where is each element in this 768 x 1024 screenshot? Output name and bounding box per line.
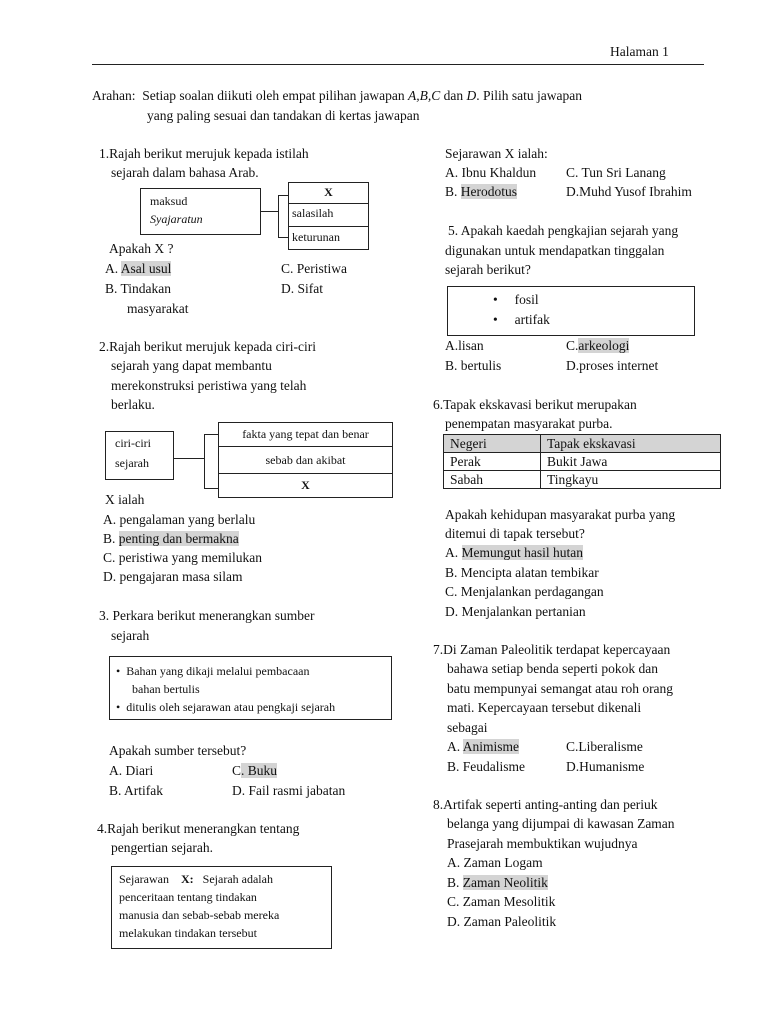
q2-option-a[interactable]: A. pengalaman yang berlalu	[103, 512, 256, 527]
q6-table-header	[444, 435, 721, 453]
q2-line-1: 2.Rajah berikut merujuk kepada ciri-ciri	[99, 339, 317, 354]
q7-line-2: bahawa setiap benda seperti pokok dan	[447, 661, 659, 676]
q5-option-d[interactable]: D.proses internet	[566, 358, 659, 373]
q5-option-b[interactable]: B. bertulis	[445, 358, 502, 373]
instruction-dan: dan	[440, 88, 467, 103]
q1-divider-2	[288, 226, 369, 227]
q7-line-5: sebagai	[447, 720, 488, 735]
q2-diagram-fakta: fakta yang tepat dan benar	[242, 427, 369, 441]
q1-option-a-answer: Asal usul	[120, 261, 172, 276]
q5-item-artifak: • artifak	[493, 312, 550, 327]
q8-option-b[interactable]	[447, 875, 548, 891]
q3-bullet-1: • Bahan yang dikaji melalui pembacaan	[116, 664, 310, 678]
q1-divider-1	[288, 203, 369, 204]
q6-cell-tapak: Tingkayu	[541, 471, 721, 489]
q8-option-b-answer: Zaman Neolitik	[462, 875, 548, 890]
q2-diagram-sejarah: sejarah	[115, 456, 149, 470]
q6-table	[443, 434, 721, 489]
q5-item-fosil-text: fosil	[514, 292, 539, 307]
q7-option-c[interactable]: C.Liberalisme	[566, 739, 643, 754]
q6-cell-negeri: Sabah	[444, 471, 541, 489]
q7-option-a[interactable]	[447, 739, 519, 755]
q6-option-d[interactable]: D. Menjalankan pertanian	[445, 604, 586, 619]
q5-option-c[interactable]	[566, 338, 629, 354]
q8-option-c[interactable]: C. Zaman Mesolitik	[447, 894, 556, 909]
q4-line-2: pengertian sejarah.	[111, 840, 213, 855]
q2-line-3: merekonstruksi peristiwa yang telah	[111, 378, 307, 393]
q1-diagram-syajaratun: Syajaratun	[150, 212, 203, 226]
q6-header-negeri: Negeri	[444, 435, 541, 453]
q2-line-2: sejarah yang dapat membantu	[111, 358, 272, 373]
q3-option-c-letter: C	[232, 763, 242, 778]
q2-divider-1	[218, 446, 393, 447]
q4-question: Sejarawan X ialah:	[445, 146, 548, 161]
table-row	[444, 453, 721, 471]
q4-option-d[interactable]: D.Muhd Yusof Ibrahim	[566, 184, 692, 199]
q3-line-2: sejarah	[111, 628, 150, 643]
q2-divider-2	[218, 473, 393, 474]
q6-question-line-1: Apakah kehidupan masyarakat purba yang	[445, 507, 676, 522]
q3-option-a[interactable]: A. Diari	[109, 763, 154, 778]
q3-bullet-2-text: ditulis oleh sejarawan atau pengkaji sejarah	[126, 700, 336, 714]
q2-diagram-ciri: ciri-ciri	[115, 436, 151, 450]
q8-option-b-letter: B.	[447, 875, 463, 890]
q4-box-sejarawan: Sejarawan	[119, 872, 169, 886]
q3-question: Apakah sumber tersebut?	[109, 743, 247, 758]
q1-connector	[261, 211, 278, 212]
instruction-text-a: Setiap soalan diikuti oleh empat pilihan jawapan	[142, 88, 409, 103]
instruction-line-2: yang paling sesuai dan tandakan di kertas jawapan	[147, 108, 420, 123]
q7-line-4: mati. Kepercayaan tersebut dikenali	[447, 700, 642, 715]
q1-connector-bottom	[278, 237, 288, 238]
q4-option-b[interactable]	[445, 184, 517, 200]
q4-box-line-3: manusia dan sebab-sebab mereka	[119, 908, 280, 922]
q1-option-c[interactable]: C. Peristiwa	[281, 261, 347, 276]
q1-line-1: 1.Rajah berikut merujuk kepada istilah	[99, 146, 309, 161]
q6-option-c[interactable]: C. Menjalankan perdagangan	[445, 584, 604, 599]
q2-option-b[interactable]	[103, 531, 239, 547]
q2-diagram-sebab: sebab dan akibat	[265, 453, 346, 467]
q4-option-c[interactable]: C. Tun Sri Lanang	[566, 165, 666, 180]
q5-option-c-letter: C.	[566, 338, 579, 353]
q7-option-a-answer: Animisme	[462, 739, 520, 754]
q2-question: X ialah	[105, 492, 145, 507]
q2-connector-bottom	[204, 488, 218, 489]
q8-line-1: 8.Artifak seperti anting-anting dan periuk	[433, 797, 658, 812]
q1-diagram-keturunan: keturunan	[292, 230, 340, 244]
q3-bullet-2: • ditulis oleh sejarawan atau pengkaji sejarah	[116, 700, 336, 714]
q6-line-1: 6.Tapak ekskavasi berikut merupakan	[433, 397, 637, 412]
page-number: Halaman 1	[610, 44, 669, 59]
q4-box-line-4: melakukan tindakan tersebut	[119, 926, 257, 940]
q6-option-b[interactable]: B. Mencipta alatan tembikar	[445, 565, 599, 580]
q8-line-2: belanga yang dijumpai di kawasan Zaman	[447, 816, 675, 831]
q7-line-1: 7.Di Zaman Paleolitik terdapat kepercayaan	[433, 642, 671, 657]
q1-option-b-cont: masyarakat	[127, 301, 189, 316]
q6-option-a-answer: Memungut hasil hutan	[461, 545, 583, 560]
q7-option-b[interactable]: B. Feudalisme	[447, 759, 525, 774]
q3-option-b[interactable]: B. Artifak	[109, 783, 163, 798]
q4-box-line-1	[119, 872, 324, 887]
q5-option-c-answer: arkeologi	[578, 338, 630, 353]
q2-option-d[interactable]: D. pengajaran masa silam	[103, 569, 243, 584]
q2-option-b-letter: B.	[103, 531, 119, 546]
instruction-d: D	[466, 88, 477, 103]
q4-box-sejarah: Sejarah adalah	[202, 872, 273, 886]
q7-option-a-letter: A.	[447, 739, 463, 754]
q1-option-a[interactable]	[105, 261, 171, 277]
q4-line-1: 4.Rajah berikut menerangkan tentang	[97, 821, 300, 836]
q1-line-2: sejarah dalam bahasa Arab.	[111, 165, 259, 180]
q8-line-3: Prasejarah membuktikan wujudnya	[447, 836, 638, 851]
q6-cell-negeri: Perak	[444, 453, 541, 471]
q3-line-1: 3. Perkara berikut menerangkan sumber	[99, 608, 315, 623]
q2-option-b-answer: penting dan bermakna	[118, 531, 239, 546]
q7-line-3: batu mempunyai semangat atau roh orang	[447, 681, 674, 696]
q4-option-b-letter: B.	[445, 184, 461, 199]
q6-header-tapak: Tapak ekskavasi	[541, 435, 721, 453]
q4-box-x: X:	[180, 872, 194, 886]
q5-items-box	[447, 286, 695, 336]
instruction-label: Arahan:	[92, 88, 136, 103]
q5-item-fosil: • fosil	[493, 292, 539, 307]
q1-diagram-x: X	[324, 185, 333, 199]
q1-option-b[interactable]: B. Tindakan	[105, 281, 172, 296]
q8-option-a[interactable]: A. Zaman Logam	[447, 855, 543, 870]
q3-bullet-1-text: Bahan yang dikaji melalui pembacaan	[126, 664, 310, 678]
q2-connector-top	[204, 434, 218, 435]
q1-option-a-letter: A.	[105, 261, 121, 276]
q2-option-c[interactable]: C. peristiwa yang memilukan	[103, 550, 262, 565]
q6-line-2: penempatan masyarakat purba.	[445, 416, 613, 431]
q5-option-a[interactable]: A.lisan	[445, 338, 484, 353]
q5-line-2: digunakan untuk mendapatkan tinggalan	[445, 243, 665, 258]
q6-option-a-letter: A.	[445, 545, 462, 560]
q4-box-line-2: penceritaan tentang tindakan	[119, 890, 257, 904]
q2-connector-vertical	[204, 434, 205, 488]
q6-option-a[interactable]	[445, 545, 583, 561]
q5-item-artifak-text: artifak	[514, 312, 550, 327]
header-rule	[92, 64, 704, 65]
q4-option-a[interactable]: A. Ibnu Khaldun	[445, 165, 537, 180]
q3-option-c[interactable]	[232, 763, 277, 779]
q3-option-c-answer: . Buku	[241, 763, 278, 778]
q3-bullet-1-cont: bahan bertulis	[132, 682, 200, 696]
instruction-abc: A,B,C	[408, 88, 441, 103]
q5-line-3: sejarah berikut?	[445, 262, 531, 277]
q6-question-line-2: ditemui di tapak tersebut?	[445, 526, 585, 541]
q7-option-d[interactable]: D.Humanisme	[566, 759, 645, 774]
q1-question: Apakah X ?	[109, 241, 174, 256]
q1-option-d[interactable]: D. Sifat	[281, 281, 323, 296]
q3-option-d[interactable]: D. Fail rasmi jabatan	[232, 783, 346, 798]
instruction-text-b: . Pilih satu jawapan	[476, 88, 583, 103]
q2-connector	[174, 458, 204, 459]
q6-cell-tapak: Bukit Jawa	[541, 453, 721, 471]
q2-line-4: berlaku.	[111, 397, 155, 412]
q8-option-d[interactable]: D. Zaman Paleolitik	[447, 914, 557, 929]
q4-option-b-answer: Herodotus	[460, 184, 518, 199]
q1-diagram-maksud: maksud	[150, 194, 188, 208]
q1-diagram-salasilah: salasilah	[292, 206, 334, 220]
instruction-line-1	[92, 88, 582, 104]
q5-line-1: 5. Apakah kaedah pengkajian sejarah yang	[448, 223, 679, 238]
q2-diagram-x: X	[301, 478, 310, 492]
q1-connector-vertical	[278, 195, 279, 237]
table-row	[444, 471, 721, 489]
q1-connector-top	[278, 195, 288, 196]
